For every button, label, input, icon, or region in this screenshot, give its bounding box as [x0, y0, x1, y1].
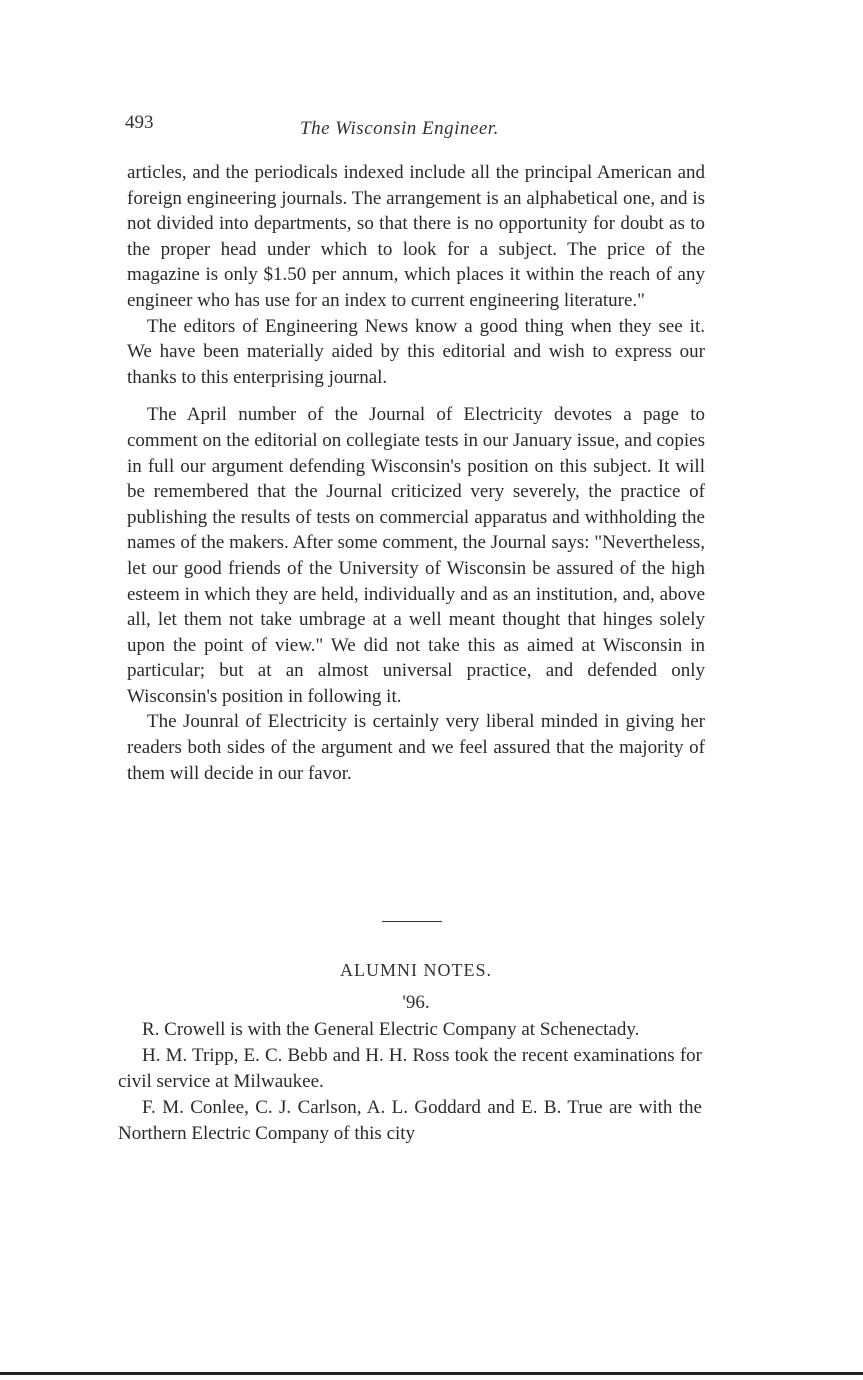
section-divider [382, 921, 442, 922]
paragraph-journal-of-electricity: The April number of the Journal of Electricity devotes a page to comment on the editorial on collegiate tests in our January issue, and copies in full our argument defending Wisconsin's position on this subject. It will be remembered that the Journal criticized very severely, the practice of publishing the results of tests on commercial apparatus and withholding the names of the makers. After some comment, the Journal says: "Nevertheless, let our good friends of the University of Wisconsin be assured of the high esteem in which they are held, individually and as an institution, and, above all, let them not take umbrage at a well meant thought that hinges solely upon the point of view." We did not take this as aimed at Wisconsin in particular; but at an almost universal practice, and defended only Wisconsin's position in following it. [127, 404, 705, 707]
paragraph-engineering-news: The editors of Engineering News know a good thing when they see it. We have been materially aided by this editorial and wish to express our thanks to this enterprising journal. [127, 315, 705, 388]
alumni-notes [118, 1017, 702, 1147]
paragraph-continuation: articles, and the periodicals indexed include all the principal American and foreign engineering journals. The arrangement is an alphabetical one, and is not divided into departments, so that there is no opportunity for doubt as to the proper head under which to look for a subject. The price of the magazine is only $1.50 per annum, which places it within the reach of any engineer who has use for an index to current engineering literature." [127, 162, 705, 311]
page-header [125, 112, 705, 142]
page-number: 493 [125, 112, 154, 133]
page-bottom-edge [0, 1372, 863, 1375]
alumni-note: F. M. Conlee, C. J. Carlson, A. L. Goddard and E. B. True are with the Northern Electric Company of this city [118, 1097, 702, 1144]
body-text [127, 160, 705, 786]
alumni-note: H. M. Tripp, E. C. Bebb and H. H. Ross took the recent examinations for civil service at Milwaukee. [118, 1045, 702, 1092]
paragraph-liberal-minded: The Jounral of Electricity is certainly very liberal minded in giving her readers both sides of the argument and we feel assured that the majority of them will decide in our favor. [127, 711, 705, 784]
section-title: ALUMNI NOTES. [340, 960, 492, 980]
alumni-note: R. Crowell is with the General Electric Company at Schenectady. [142, 1019, 640, 1040]
class-year: '96. [402, 992, 430, 1013]
running-title: The Wisconsin Engineer. [300, 118, 499, 139]
